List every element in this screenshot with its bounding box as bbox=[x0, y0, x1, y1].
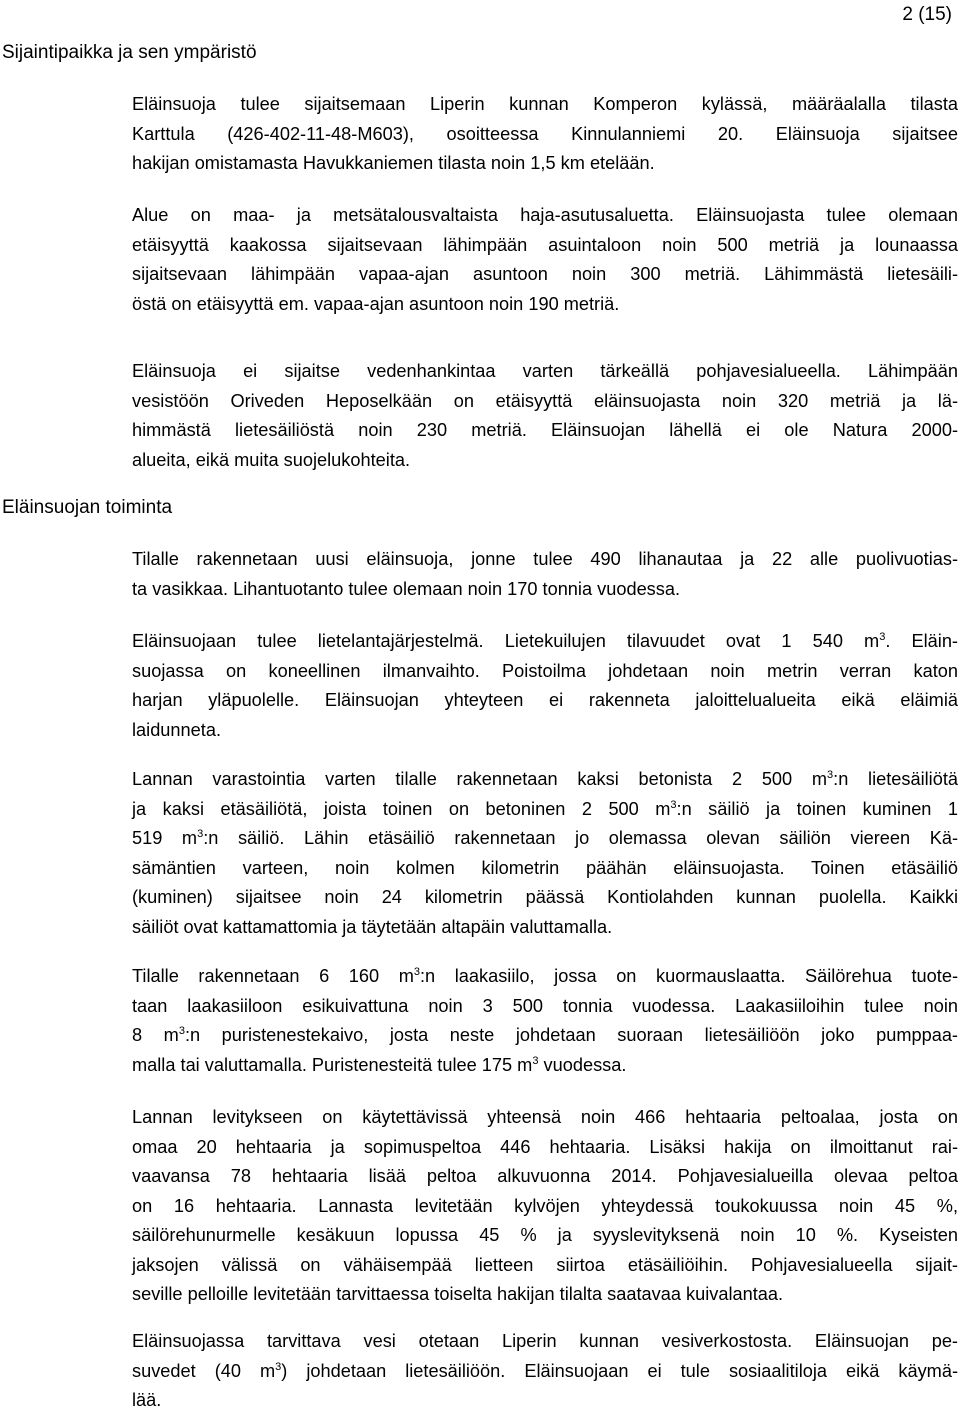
text-line: Lannan varastointia varten tilalle rakennetaan kaksi betonista 2 500 $m^3:n$ lietesäiliötä bbox=[132, 769, 959, 789]
text-line: suvedet (40 $m^3$) johdetaan lietesäiliöön. Eläinsuojaan ei tule sosiaalitiloja eikä käymä- bbox=[132, 1360, 958, 1381]
section-heading-operation: Eläinsuojan toiminta bbox=[2, 497, 173, 518]
text-line: säilörehunurmelle kesäkuun lopussa 45 % ja syyslevityksenä noin 10 %. Kyseisten bbox=[132, 1225, 958, 1245]
text-line: Tilalle rakennetaan 6 160 $m^3:n$ laakasiilo, jossa on kuormauslaatta. Säilörehua tuote- bbox=[132, 966, 959, 986]
text-line: hakijan omistamasta Havukkaniemen tilasta noin 1,5 km etelään. bbox=[132, 153, 655, 173]
text-line: östä on etäisyyttä em. vapaa-ajan asuntoon noin 190 metriä. bbox=[132, 293, 620, 314]
text-line: taan laakasiiloon esikuivattuna noin 3 500 tonnia vuodessa. Laakasiiloihin tulee noin bbox=[132, 995, 958, 1016]
text-line: omaa 20 hehtaaria ja sopimuspeltoa 446 hehtaaria. Lisäksi hakija on ilmoittanut rai- bbox=[132, 1136, 958, 1157]
text-line: 8 $m^3:n$ puristenestekaivo, josta neste johdetaan suoraan lietesäiliöön joko pumppaa- bbox=[132, 1025, 958, 1045]
text-line: Karttula (426-402-11-48-M603), osoitteessa Kinnulanniemi 20. Eläinsuoja sijaitsee bbox=[132, 123, 958, 144]
text-line: vesistöön Oriveden Heposelkään on etäisyyttä eläinsuojasta noin 320 metriä ja lä- bbox=[132, 390, 958, 411]
text-line: himmästä lietesäiliöstä noin 230 metriä. Eläinsuojan lähellä ei ole Natura 2000- bbox=[132, 420, 958, 440]
paragraph-location-plot bbox=[132, 90, 958, 179]
text-line: seville pelloille levitetään tarvittaessa toiselta hakijan tilalta saatavaa kuivalantaa. bbox=[132, 1284, 784, 1304]
text-line: harjan yläpuolelle. Eläinsuojan yhteyteen ei rakenneta jaloittelualueita eikä eläimiä bbox=[132, 690, 958, 710]
page-number: 2 (15) bbox=[902, 4, 952, 25]
text-line: sämäntien varteen, noin kolmen kilometrin päähän eläinsuojasta. Toinen etäsäiliö bbox=[132, 857, 958, 878]
text-line: lää. bbox=[132, 1390, 162, 1410]
text-line: ta vasikkaa. Lihantuotanto tulee olemaan noin 170 tonnia vuodessa. bbox=[132, 578, 681, 599]
text-line: sijaitsevaan lähimpään vapaa-ajan asuntoon noin 300 metriä. Lähimmästä lietesäili- bbox=[132, 264, 958, 284]
text-line: Eläinsuoja tulee sijaitsemaan Liperin kunnan Komperon kylässä, määräalalla tilasta bbox=[132, 94, 958, 114]
paragraph-manure-spreading bbox=[132, 1103, 958, 1310]
paragraph-surroundings bbox=[132, 201, 958, 319]
section-heading-location: Sijaintipaikka ja sen ympäristö bbox=[2, 42, 257, 63]
text-line: Tilalle rakennetaan uusi eläinsuoja, jonne tulee 490 lihanautaa ja 22 alle puolivuotias- bbox=[132, 549, 958, 569]
paragraph-silage bbox=[132, 962, 958, 1080]
text-line: Eläinsuojassa tarvittava vesi otetaan Liperin kunnan vesiverkostosta. Eläinsuojan pe- bbox=[132, 1331, 958, 1351]
paragraph-water bbox=[132, 1327, 958, 1416]
text-line: Eläinsuoja ei sijaitse vedenhankintaa varten tärkeällä pohjavesialueella. Lähimpään bbox=[132, 361, 958, 381]
paragraph-new-building bbox=[132, 545, 958, 604]
text-line: malla tai valuttamalla. Puristenesteitä tulee 175 $m^3$ vuodessa. bbox=[132, 1054, 627, 1075]
paragraph-groundwater bbox=[132, 357, 958, 475]
text-line: Lannan levitykseen on käytettävissä yhteensä noin 466 hehtaaria peltoalaa, josta on bbox=[132, 1107, 958, 1127]
text-line: ja kaksi etäsäiliötä, joista toinen on betoninen 2 500 $m^3:n$ säiliö ja toinen kuminen 1 bbox=[132, 798, 958, 819]
paragraph-manure-system bbox=[132, 627, 958, 745]
text-line: Eläinsuojaan tulee lietelantajärjestelmä. Lietekuilujen tilavuudet ovat 1 540 $m^3$. Eläin- bbox=[132, 631, 958, 651]
text-line: (kuminen) sijaitsee noin 24 kilometrin päässä Kontiolahden kunnan puolella. Kaikki bbox=[132, 887, 958, 907]
text-line: suojassa on koneellinen ilmanvaihto. Poistoilma johdetaan noin metrin verran katon bbox=[132, 660, 958, 681]
text-line: jaksojen välissä on vähäisempää lietteen siirtoa etäsäiliöihin. Pohjavesialueella sijait- bbox=[132, 1254, 958, 1275]
text-line: laidunneta. bbox=[132, 719, 221, 740]
text-line: on 16 hehtaaria. Lannasta levitetään kylvöjen yhteydessä toukokuussa noin 45 %, bbox=[132, 1195, 958, 1216]
text-line: vaavansa 78 hehtaaria lisää peltoa alkuvuonna 2014. Pohjavesialueilla olevaa peltoa bbox=[132, 1166, 958, 1186]
text-line: etäisyyttä kaakossa sijaitsevaan lähimpään asuintaloon noin 500 metriä ja lounaassa bbox=[132, 234, 958, 255]
paragraph-manure-storage bbox=[132, 765, 958, 942]
text-line: alueita, eikä muita suojelukohteita. bbox=[132, 449, 411, 470]
text-line: Alue on maa- ja metsätalousvaltaista haja-asutusaluetta. Eläinsuojasta tulee olemaan bbox=[132, 205, 958, 225]
text-line: säiliöt ovat kattamattomia ja täytetään altapäin valuttamalla. bbox=[132, 916, 613, 937]
text-line: 519 $m^3:n$ säiliö. Lähin etäsäiliö rakennetaan jo olemassa olevan säiliön viereen Kä- bbox=[132, 828, 958, 848]
